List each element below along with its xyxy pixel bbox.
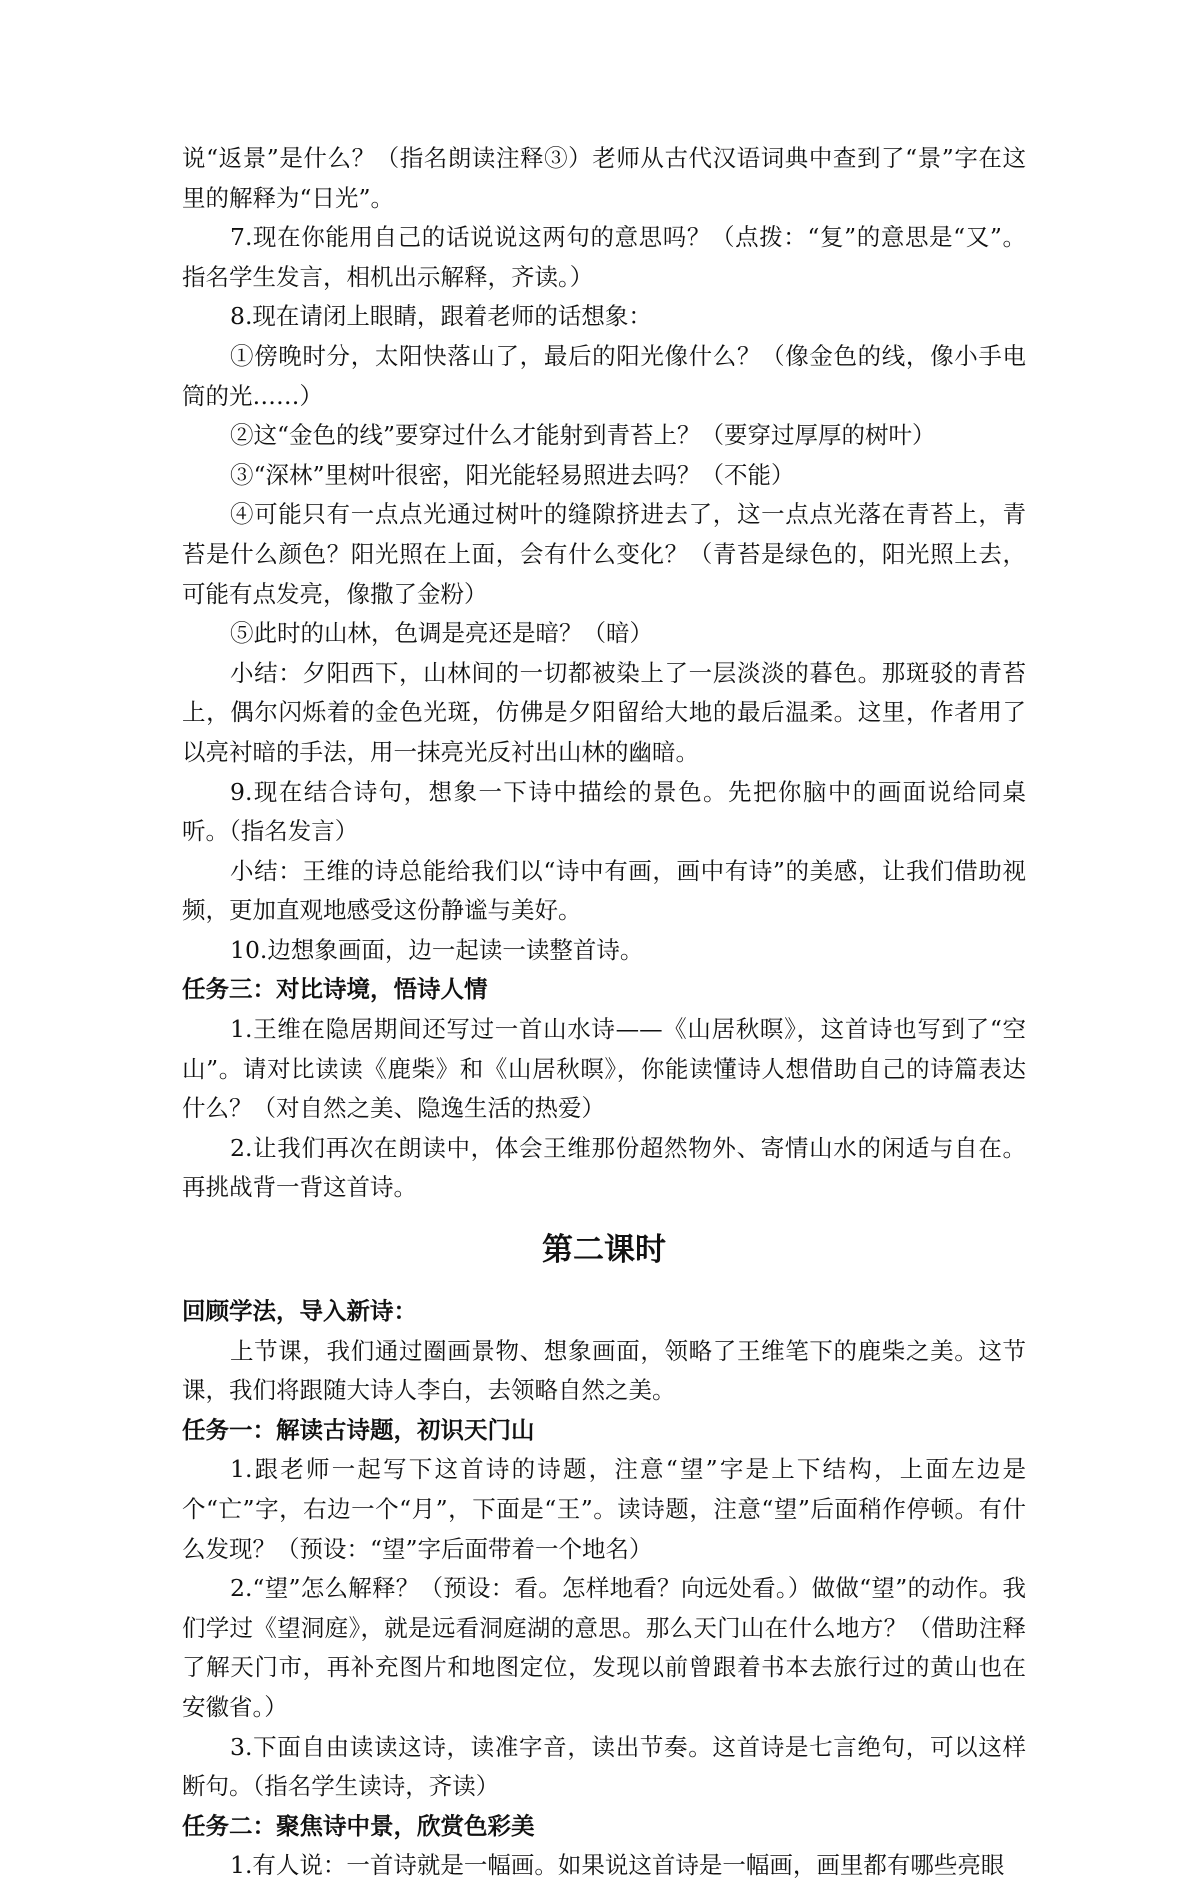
paragraph: 上节课，我们通过圈画景物、想象画面，领略了王维笔下的鹿柴之美。这节课，我们将跟随大诗人李白，去领略自然之美。 [182,1336,1026,1405]
paragraph: 9.现在结合诗句，想象一下诗中描绘的景色。先把你脑中的画面说给同桌听。（指名发言） [182,777,1026,846]
paragraph: 2.让我们再次在朗读中，体会王维那份超然物外、寄情山水的闲适与自在。再挑战背一背这首诗。 [182,1133,1026,1202]
paragraph: 说“返景”是什么？（指名朗读注释③）老师从古代汉语词典中查到了“景”字在这里的解释为“日光”。 [182,144,1026,212]
task1-heading: 任务一：解读古诗题，初识天门山 [182,1415,535,1444]
document-body [182,139,1026,1886]
paragraph: 7.现在你能用自己的话说说这两句的意思吗？（点拨：“复”的意思是“又”。指名学生发言，相机出示解释，齐读。） [182,223,1026,291]
paragraph: ⑤此时的山林，色调是亮还是暗？（暗） [230,619,653,648]
task3-heading: 任务三：对比诗境，悟诗人情 [182,975,488,1004]
paragraph: 10.边想象画面，边一起读一读整首诗。 [230,935,644,964]
task2-heading: 任务二：聚焦诗中景，欣赏色彩美 [182,1811,535,1840]
paragraph: ②这“金色的线”要穿过什么才能射到青苔上？（要穿过厚厚的树叶） [230,421,936,450]
paragraph: 1.有人说：一首诗就是一幅画。如果说这首诗是一幅画，画里都有哪些亮眼 [230,1851,1005,1880]
paragraph: 1.跟老师一起写下这首诗的诗题，注意“望”字是上下结构，上面左边是个“亡”字，右边一个“月”，下面是“王”。读诗题，注意“望”后面稍作停顿。有什么发现？（预设：“望”字后面带着一个地名） [182,1455,1026,1563]
summary-paragraph: 小结：夕阳西下，山林间的一切都被染上了一层淡淡的暮色。那斑驳的青苔上，偶尔闪烁着的金色光斑，仿佛是夕阳留给大地的最后温柔。这里，作者用了以亮衬暗的手法，用一抹亮光反衬出山林的幽暗。 [182,658,1026,766]
summary-paragraph: 小结：王维的诗总能给我们以“诗中有画，画中有诗”的美感，让我们借助视频，更加直观地感受这份静谧与美好。 [182,856,1026,925]
paragraph: 3.下面自由读读这诗，读准字音，读出节奏。这首诗是七言绝句，可以这样断句。（指名学生读诗，齐读） [182,1732,1026,1801]
review-heading: 回顾学法，导入新诗： [182,1297,417,1326]
paragraph: ④可能只有一点点光通过树叶的缝隙挤进去了，这一点点光落在青苔上，青苔是什么颜色？阳光照在上面，会有什么变化？（青苔是绿色的，阳光照上去，可能有点发亮，像撒了金粉） [182,500,1026,608]
paragraph: ③“深林”里树叶很密，阳光能轻易照进去吗？（不能） [230,460,795,489]
lesson-title: 第二课时 [542,1232,666,1269]
paragraph: 1.王维在隐居期间还写过一首山水诗——《山居秋暝》，这首诗也写到了“空山”。请对比读读《鹿柴》和《山居秋暝》，你能读懂诗人想借助自己的诗篇表达什么？（对自然之美、隐逸生活的热爱） [182,1015,1026,1123]
paragraph: 2.“望”怎么解释？（预设：看。怎样地看？向远处看。）做做“望”的动作。我们学过《望洞庭》，就是远看洞庭湖的意思。那么天门山在什么地方？（借助注释了解天门市，再补充图片和地图定位，发现以前曾跟着书本去旅行过的黄山也在安徽省。） [182,1574,1026,1721]
paragraph: ①傍晚时分，太阳快落山了，最后的阳光像什么？（像金色的线，像小手电筒的光……） [182,341,1026,410]
paragraph: 8.现在请闭上眼睛，跟着老师的话想象： [230,302,652,331]
